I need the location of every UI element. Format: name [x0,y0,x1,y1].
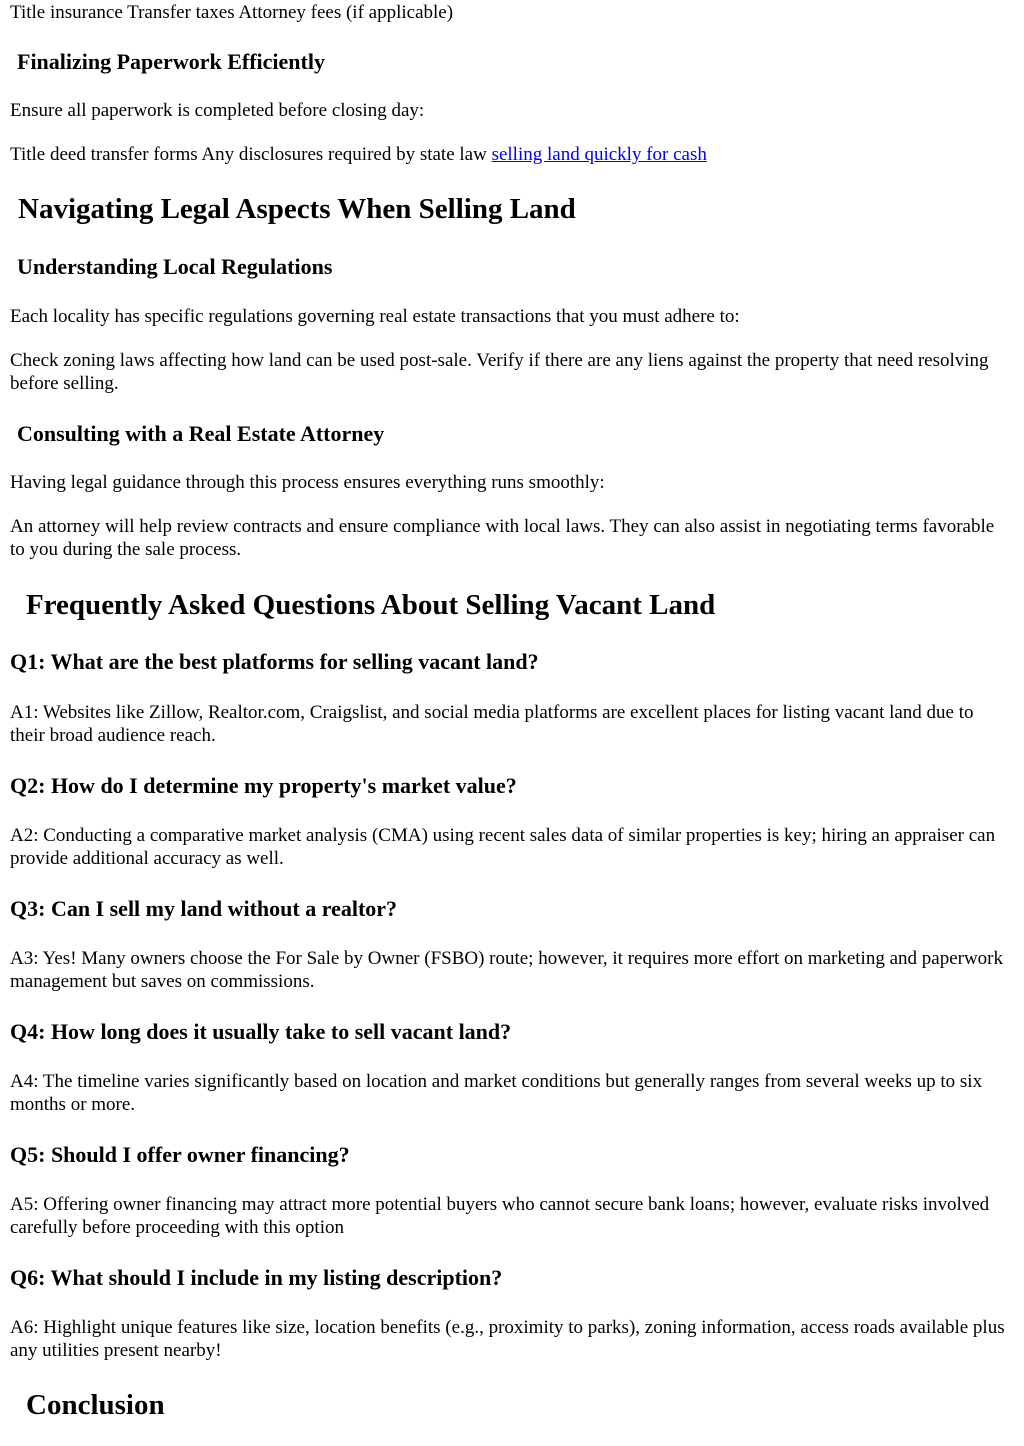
faq-question: Q5: Should I offer owner financing? [10,1142,350,1167]
faq-answer: A4: The timeline varies significantly based on location and market conditions but generally ranges from several weeks up to six months or more. [10,1071,983,1115]
finalizing-heading: Finalizing Paperwork Efficiently [17,49,325,74]
finalizing-list-text: Title deed transfer forms Any disclosures required by state law [10,144,487,165]
local-regulations-heading: Understanding Local Regulations [17,254,333,279]
local-regulations-body: Check zoning laws affecting how land can be used post-sale. Verify if there are any liens against the property that need resolving before selling. [10,350,989,394]
closing-costs-list: Title insurance Transfer taxes Attorney fees (if applicable) [10,2,454,23]
conclusion-heading: Conclusion [26,1389,165,1421]
finalizing-list [10,143,1010,166]
faq-question: Q4: How long does it usually take to sell vacant land? [10,1019,512,1044]
faq-question: Q3: Can I sell my land without a realtor? [10,896,398,921]
faq-question: Q1: What are the best platforms for selling vacant land? [10,649,539,674]
attorney-heading: Consulting with a Real Estate Attorney [17,421,385,446]
faq-answer: A2: Conducting a comparative market analysis (CMA) using recent sales data of similar properties is key; hiring an appraiser can provide additional accuracy as well. [10,825,996,869]
faq-heading: Frequently Asked Questions About Selling Vacant Land [26,589,716,621]
faq-answer: A1: Websites like Zillow, Realtor.com, Craigslist, and social media platforms are excellent places for listing vacant land due to their broad audience reach. [10,702,974,746]
faq-answer: A5: Offering owner financing may attract more potential buyers who cannot secure bank loans; however, evaluate risks involved carefully before proceeding with this option [10,1194,990,1238]
local-regulations-intro: Each locality has specific regulations governing real estate transactions that you must adhere to: [10,306,740,327]
faq-answer: A6: Highlight unique features like size, location benefits (e.g., proximity to parks), zoning information, access roads available plus any utilities present nearby! [10,1317,1005,1361]
attorney-body: An attorney will help review contracts and ensure compliance with local laws. They can also assist in negotiating terms favorable to you during the sale process. [10,516,995,560]
faq-answer: A3: Yes! Many owners choose the For Sale by Owner (FSBO) route; however, it requires more effort on marketing and paperwork management but saves on commissions. [10,948,1004,992]
selling-land-link[interactable]: selling land quickly for cash [491,144,707,165]
finalizing-intro: Ensure all paperwork is completed before closing day: [10,100,425,121]
faq-question: Q6: What should I include in my listing description? [10,1265,503,1290]
attorney-intro: Having legal guidance through this process ensures everything runs smoothly: [10,472,605,493]
legal-heading: Navigating Legal Aspects When Selling Land [18,193,576,225]
faq-question: Q2: How do I determine my property's market value? [10,773,517,798]
